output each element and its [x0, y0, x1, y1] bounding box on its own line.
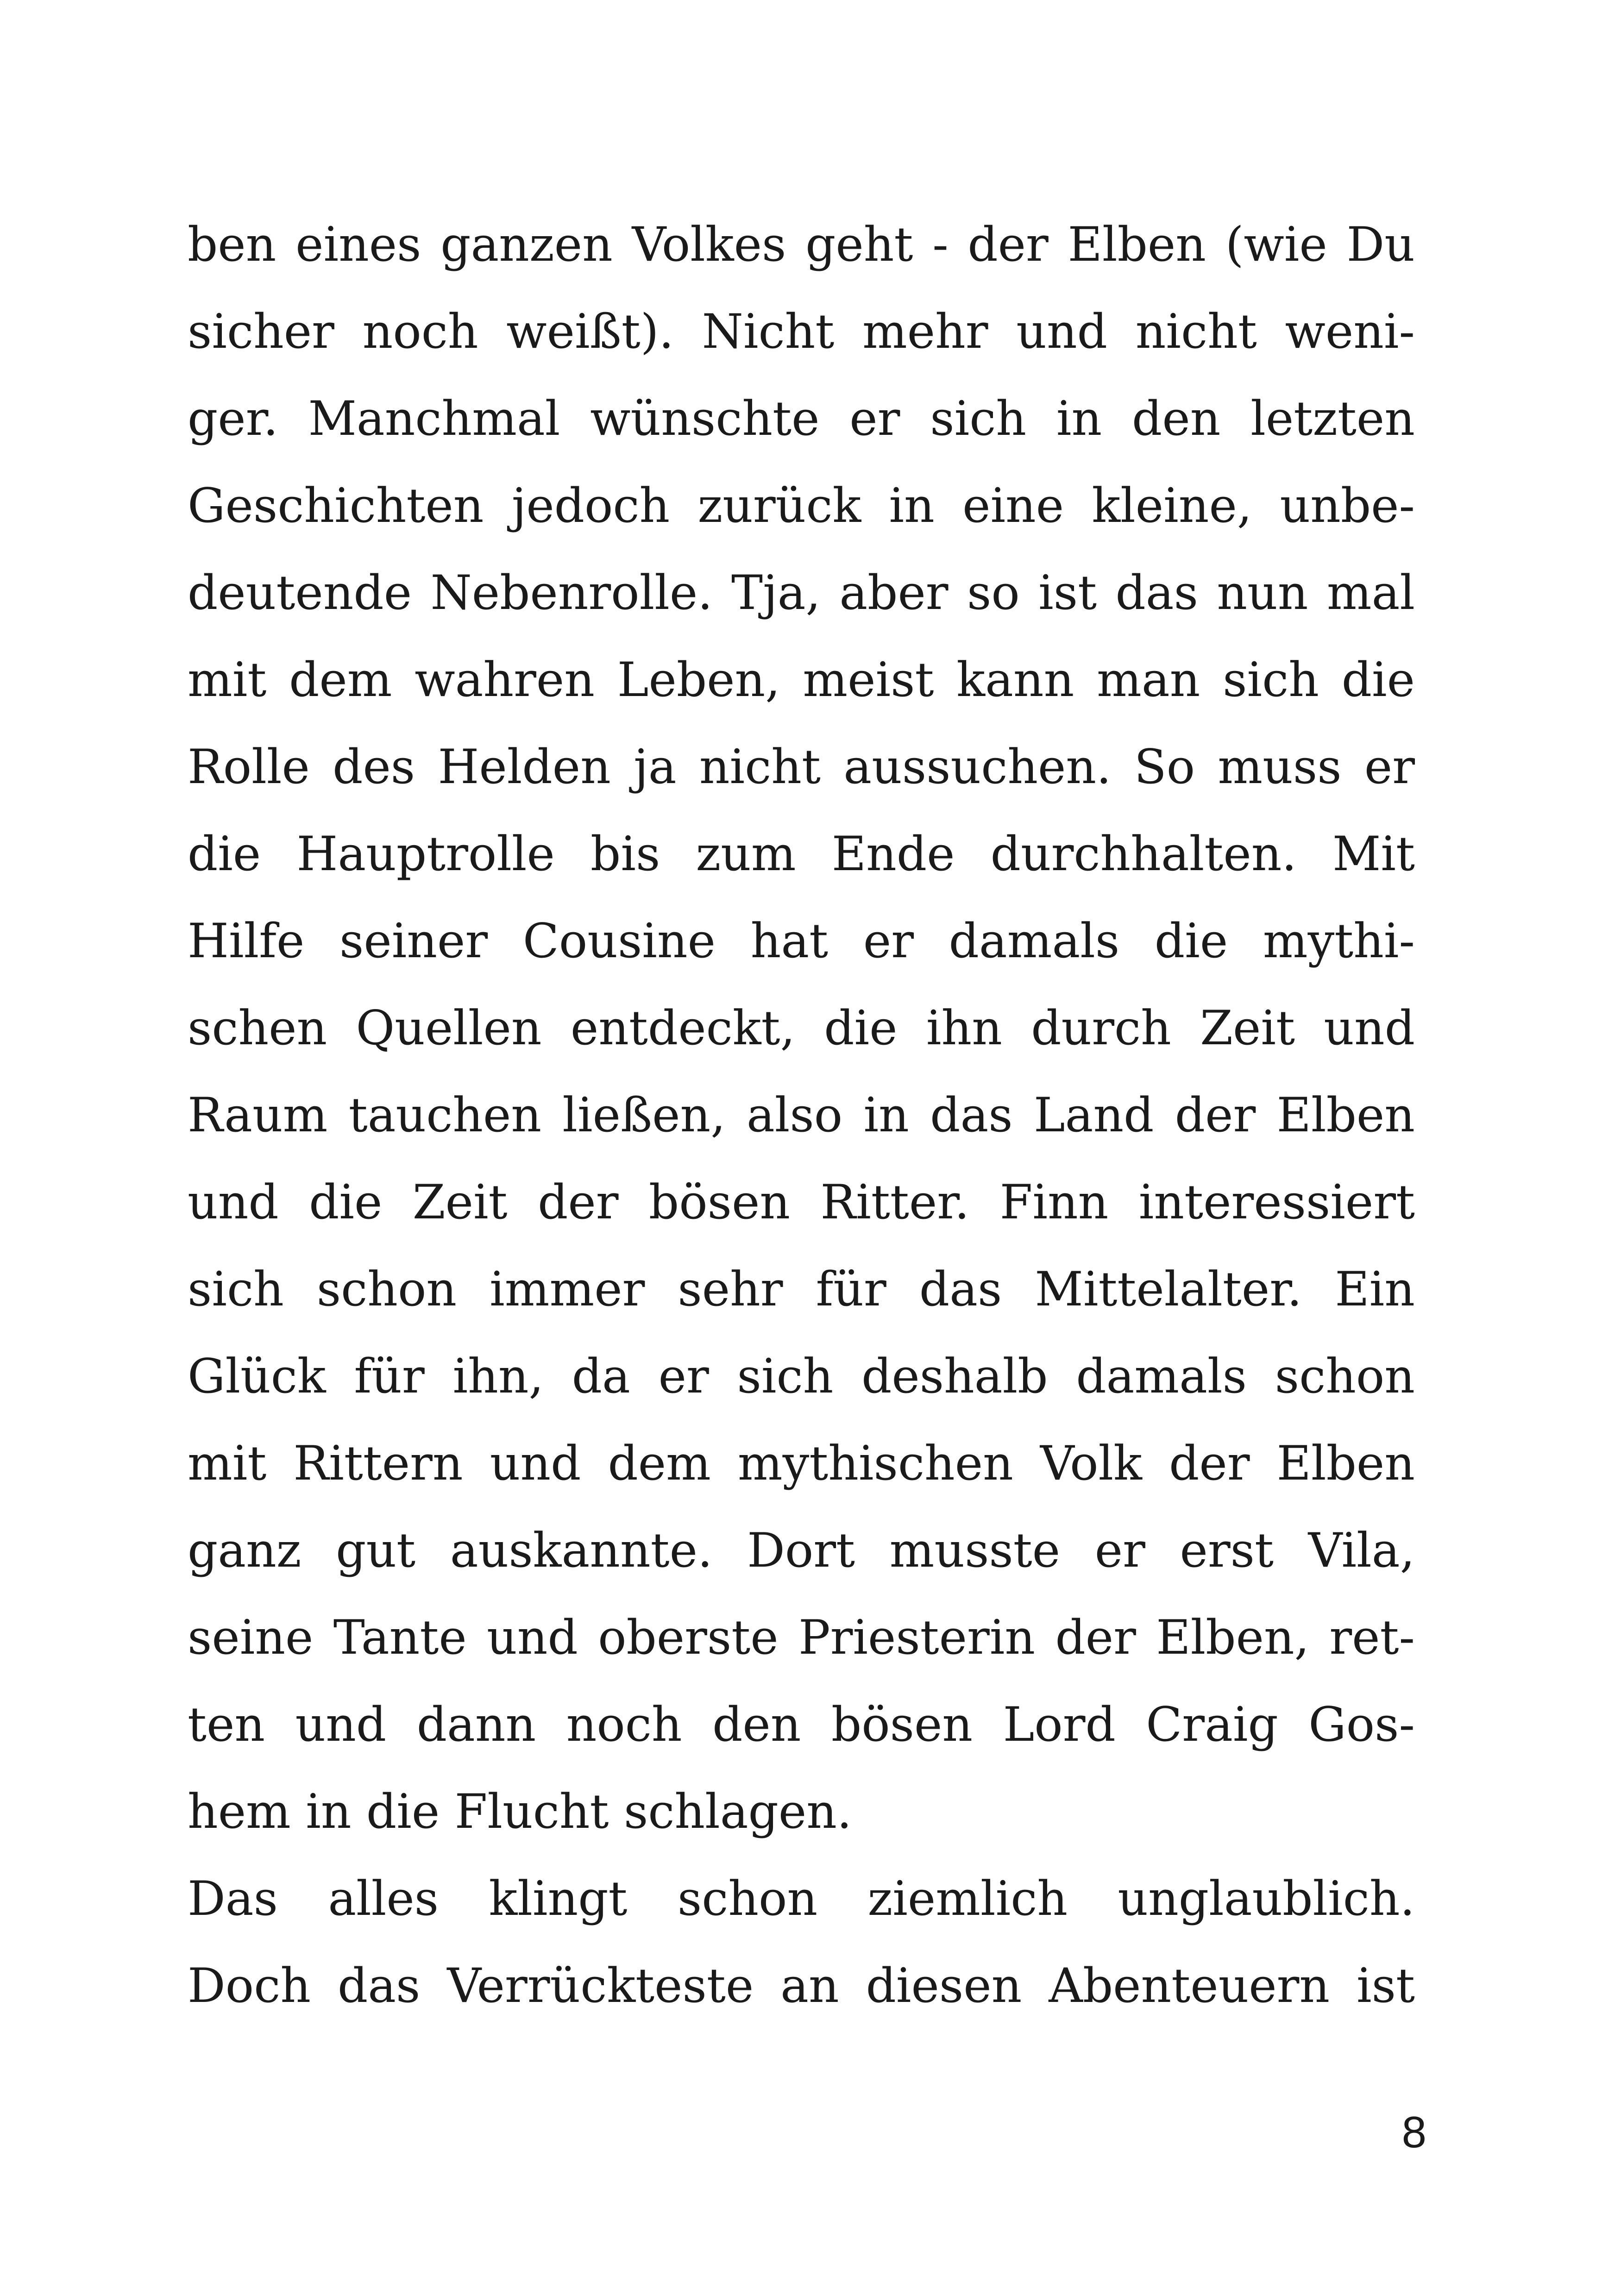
text-line: Doch das Verrückteste an diesen Abenteuern ist	[188, 1958, 1415, 2014]
text-line: ganz gut auskannte. Dort musste er erst Vila,	[188, 1523, 1415, 1578]
text-line: Rolle des Helden ja nicht aussuchen. So muss er	[188, 740, 1415, 795]
text-line: sicher noch weißt). Nicht mehr und nicht weni-	[188, 304, 1415, 359]
text-line: mit dem wahren Leben, meist kann man sich die	[188, 652, 1415, 708]
body-text	[188, 201, 1415, 2030]
text-line: die Hauptrolle bis zum Ende durchhalten. Mit	[188, 827, 1415, 882]
text-line: Das alles klingt schon ziemlich unglaublich.	[188, 1871, 1415, 1926]
page-number: 8	[1401, 2108, 1426, 2157]
text-line: hem in die Flucht schlagen.	[188, 1784, 852, 1839]
text-line: ben eines ganzen Volkes geht - der Elben (wie Du	[188, 217, 1415, 272]
text-line: Glück für ihn, da er sich deshalb damals schon	[188, 1349, 1415, 1404]
text-line: mit Rittern und dem mythischen Volk der Elben	[188, 1436, 1415, 1491]
text-line: schen Quellen entdeckt, die ihn durch Zeit und	[188, 1001, 1415, 1056]
text-line: deutende Nebenrolle. Tja, aber so ist das nun mal	[188, 565, 1415, 621]
text-line: Raum tauchen ließen, also in das Land der Elben	[188, 1088, 1415, 1143]
text-line: und die Zeit der bösen Ritter. Finn interessiert	[188, 1175, 1415, 1230]
text-line: sich schon immer sehr für das Mittelalter. Ein	[188, 1262, 1415, 1317]
text-line: Hilfe seiner Cousine hat er damals die mythi-	[188, 914, 1415, 969]
text-line: ger. Manchmal wünschte er sich in den letzten	[188, 391, 1415, 446]
text-line: seine Tante und oberste Priesterin der Elben, ret-	[188, 1610, 1415, 1665]
text-line: Geschichten jedoch zurück in eine kleine, unbe-	[188, 478, 1415, 533]
text-line: ten und dann noch den bösen Lord Craig Gos-	[188, 1697, 1415, 1752]
